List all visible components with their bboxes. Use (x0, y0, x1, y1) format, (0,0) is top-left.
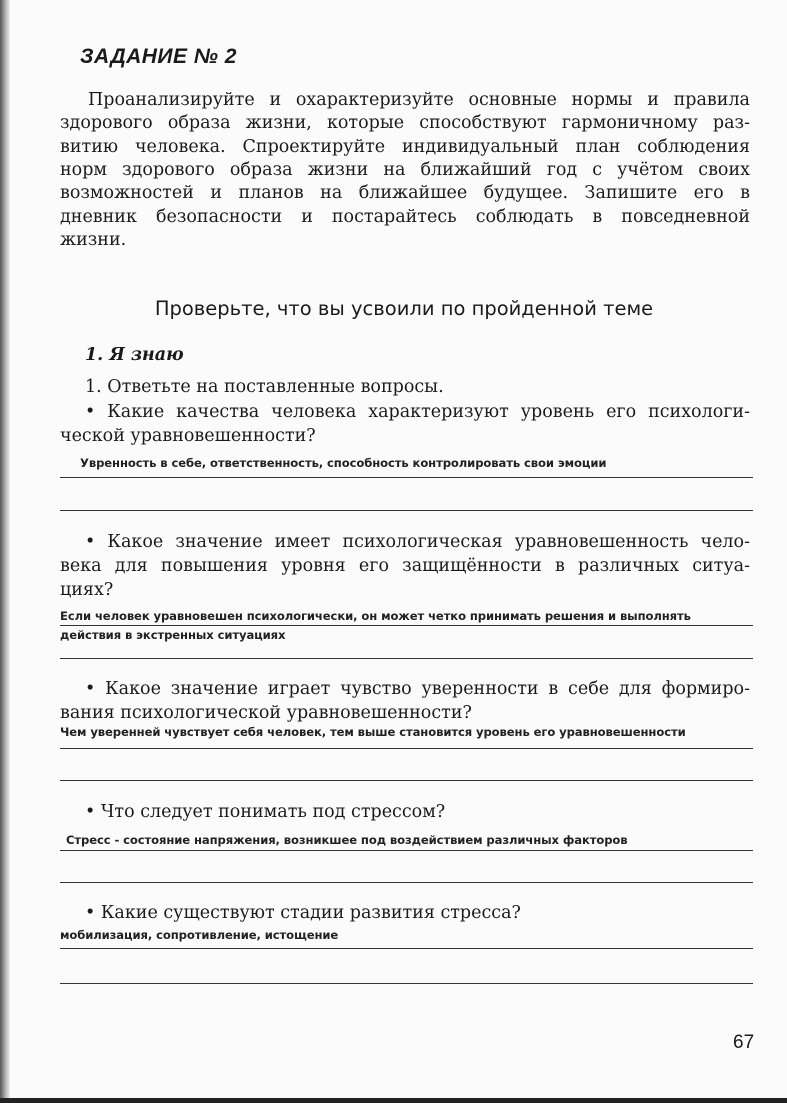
answer-line (60, 948, 753, 949)
paragraph-line: жизни. (60, 230, 127, 250)
paragraph-line: здорового образа жизни, которые способствуют гармоничному раз- (60, 113, 750, 133)
paragraph-line: возможностей и планов на ближайшее будущее. Запишите его в (60, 183, 750, 203)
question-line: • Какие существуют стадии развития стресса? (85, 903, 521, 923)
answer-line (60, 658, 753, 659)
question-line: века для повышения уровня его защищённости в различных ситуа- (60, 556, 750, 576)
scan-edge-shadow (0, 0, 10, 1103)
question-line: • Какое значение имеет психологическая уравновешенность чело- (85, 532, 750, 552)
answer-line (60, 625, 753, 626)
paragraph-line: Проанализируйте и охарактеризуйте основные нормы и правила (88, 90, 750, 110)
question-line: • Какое значение играет чувство уверенности в себе для формиро- (85, 679, 750, 699)
answer-field[interactable]: Чем уверенней чувствует себя человек, тем выше становится уровень его уравновешенности (60, 725, 686, 739)
answer-field[interactable]: мобилизация, сопротивление, истощение (60, 928, 339, 942)
question-line: ческой уравновешенности? (60, 426, 316, 446)
paragraph-line: норм здорового образа жизни на ближайший год с учётом своих (60, 160, 750, 180)
answer-line (60, 882, 753, 883)
answer-line (60, 510, 753, 511)
page-number: 67 (733, 1032, 755, 1053)
instruction: 1. Ответьте на поставленные вопросы. (85, 377, 444, 397)
section-heading: Проверьте, что вы усвоили по пройденной теме (154, 297, 654, 320)
answer-line (60, 780, 753, 781)
answer-line (60, 477, 753, 478)
answer-field[interactable]: Увренность в себе, ответственность, способность контролировать свои эмоции (80, 456, 607, 470)
question-line: вания психологической уравновешенности? (60, 703, 472, 723)
answer-line (60, 748, 753, 749)
paragraph-line: дневник безопасности и постарайтесь соблюдать в повседневной (60, 207, 750, 227)
answer-field[interactable]: Если человек уравновешен психологически, он может четко принимать решения и выполнять (60, 609, 691, 623)
answer-field[interactable]: Стресс - состояние напряжения, возникшее под воздействием различных факторов (66, 833, 628, 847)
question-line: • Какие качества человека характеризуют уровень его психологи- (85, 402, 750, 422)
question-line: • Что следует понимать под стрессом? (85, 802, 446, 822)
subheading: 1. Я знаю (85, 345, 184, 365)
question-line: циях? (60, 580, 114, 600)
task-title: ЗАДАНИЕ № 2 (80, 45, 237, 68)
scan-bottom-edge (0, 1098, 787, 1103)
answer-field[interactable]: действия в экстренных ситуациях (60, 628, 286, 642)
answer-line (60, 850, 753, 851)
paragraph-line: витию человека. Спроектируйте индивидуальный план соблюдения (60, 137, 750, 157)
answer-line (60, 983, 753, 984)
